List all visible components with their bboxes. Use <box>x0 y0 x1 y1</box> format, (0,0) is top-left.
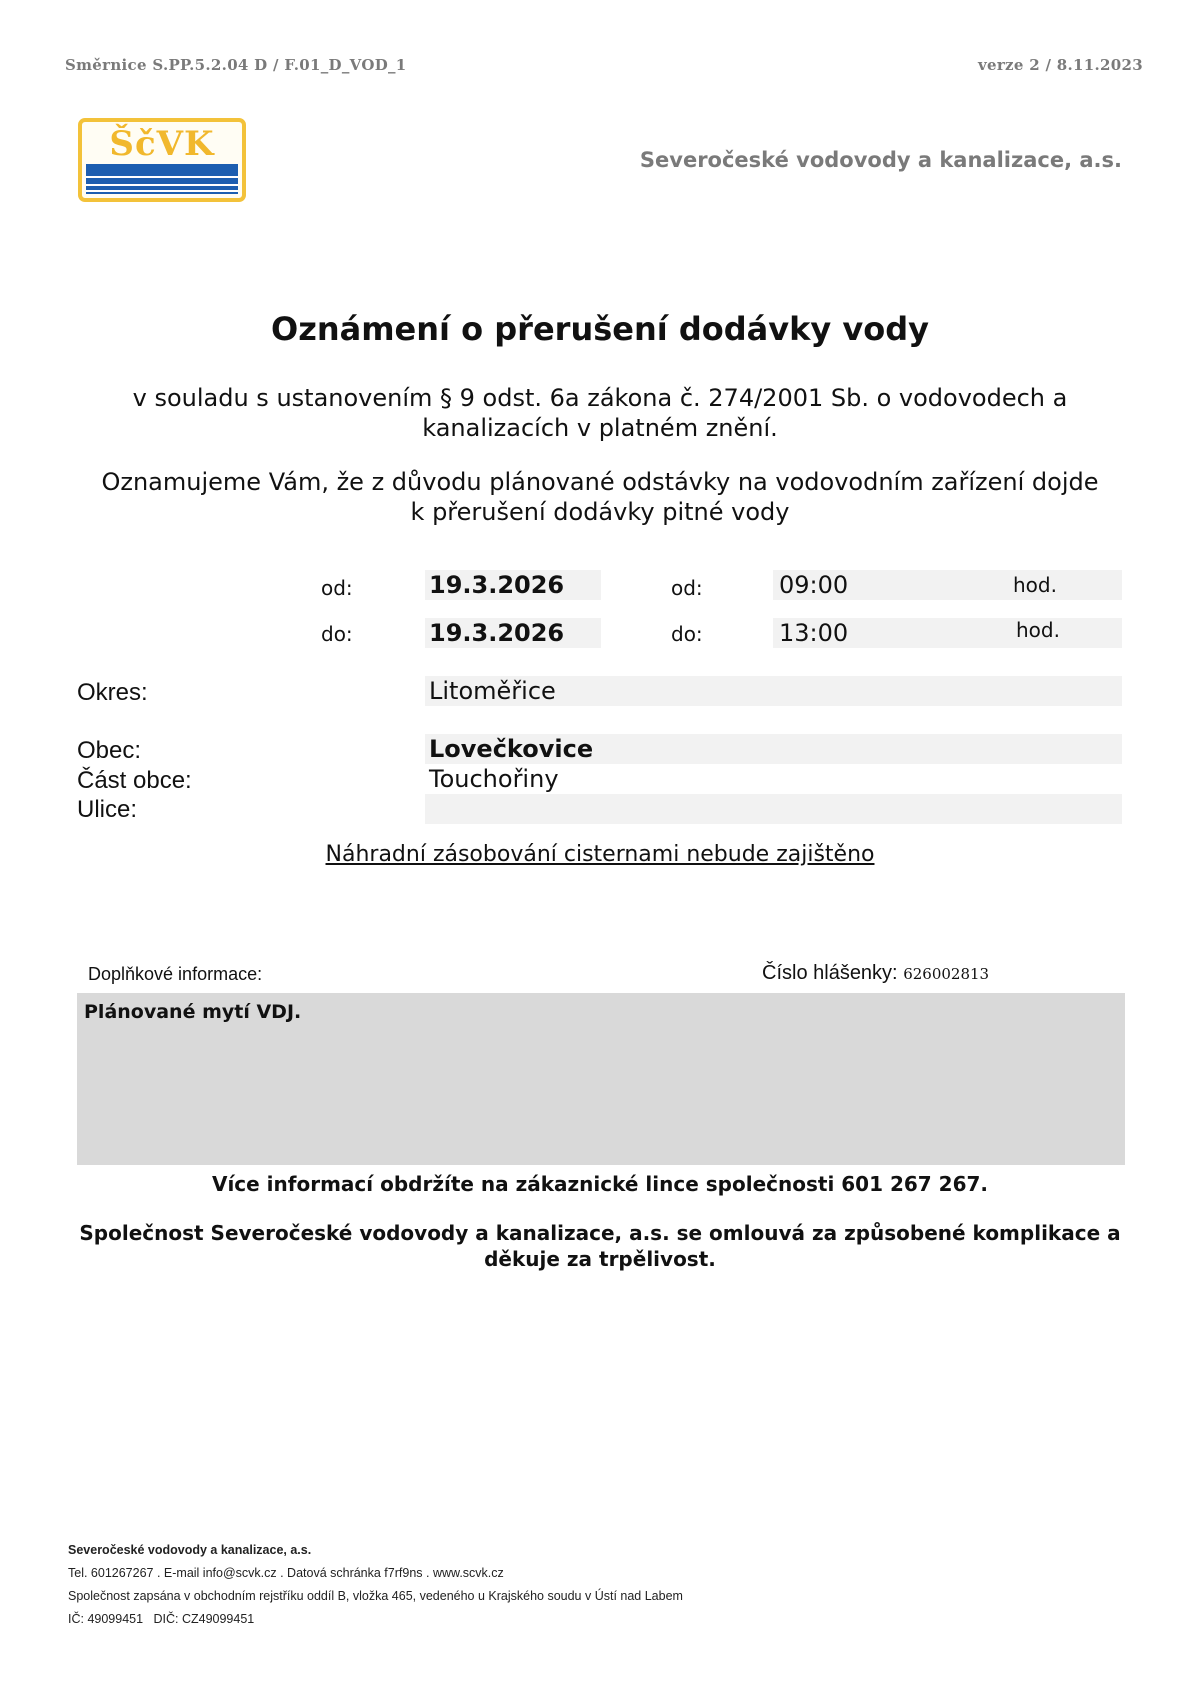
logo-water-stripes-icon <box>86 164 238 194</box>
report-number-label: Číslo hlášenky: <box>762 962 898 984</box>
legal-basis-text: v souladu s ustanovením § 9 odst. 6a zákona č. 274/2001 Sb. o vodovodech a kanalizacích v platném znění. <box>132 384 1068 442</box>
footer-ids: IČ: 49099451 DIČ: CZ49099451 <box>68 1612 255 1626</box>
municipality-part-label: Část obce: <box>77 767 192 794</box>
company-name: Severočeské vodovody a kanalizace, a.s. <box>639 148 1122 172</box>
directive-code: Směrnice S.PP.5.2.04 D / F.01_D_VOD_1 <box>65 56 407 74</box>
time-to-unit: hod. <box>1016 618 1060 642</box>
date-from-field: 19.3.2026 <box>425 570 601 600</box>
district-field: Litoměřice <box>425 676 1122 706</box>
street-label: Ulice: <box>77 796 138 823</box>
municipality-label: Obec: <box>77 737 142 764</box>
footer-contacts: Tel. 601267267 . E-mail info@scvk.cz . Datová schránka f7rf9ns . www.scvk.cz <box>68 1566 504 1580</box>
time-to-value: 13:00 <box>779 619 849 647</box>
time-from-label: od: <box>671 576 703 600</box>
street-field <box>425 794 1122 824</box>
apology-text: Společnost Severočeské vodovody a kanalizace, a.s. se omlouvá za způsobené komplikace a děkuje za trpělivost. <box>79 1221 1121 1271</box>
time-from-field <box>773 570 1122 600</box>
contact-line: Více informací obdržíte na zákaznické lince společnosti 601 267 267. <box>211 1172 989 1196</box>
logo-text: ŠčVK <box>109 124 215 164</box>
additional-info-box: Plánované mytí VDJ. <box>77 993 1125 1165</box>
replacement-supply-note: Náhradní zásobování cisternami nebude zajištěno <box>325 842 875 867</box>
report-number <box>762 962 989 985</box>
municipality-part-value: Touchořiny <box>429 765 559 793</box>
district-label: Okres: <box>77 679 148 706</box>
report-number-value: 626002813 <box>903 965 990 983</box>
time-from-value: 09:00 <box>779 571 849 599</box>
date-from-label: od: <box>321 576 353 600</box>
footer-registry: Společnost zapsána v obchodním rejstříku oddíl B, vložka 465, vedeného u Krajského soudu v Ústí nad Labem <box>68 1589 683 1603</box>
additional-info-label: Doplňkové informace: <box>88 964 263 984</box>
date-to-field: 19.3.2026 <box>425 618 601 648</box>
date-to-label: do: <box>321 622 353 646</box>
time-to-label: do: <box>671 622 703 646</box>
time-from-unit: hod. <box>1013 573 1057 597</box>
announcement-text: Oznamujeme Vám, že z důvodu plánované odstávky na vodovodním zařízení dojde k přerušení dodávky pitné vody <box>101 468 1099 526</box>
page-title: Oznámení o přerušení dodávky vody <box>271 310 929 348</box>
version-date: verze 2 / 8.11.2023 <box>977 56 1143 74</box>
scvk-logo <box>78 118 246 202</box>
footer-company: Severočeské vodovody a kanalizace, a.s. <box>68 1543 312 1557</box>
municipality-field: Lovečkovice <box>425 734 1122 764</box>
time-to-field <box>773 618 1122 648</box>
